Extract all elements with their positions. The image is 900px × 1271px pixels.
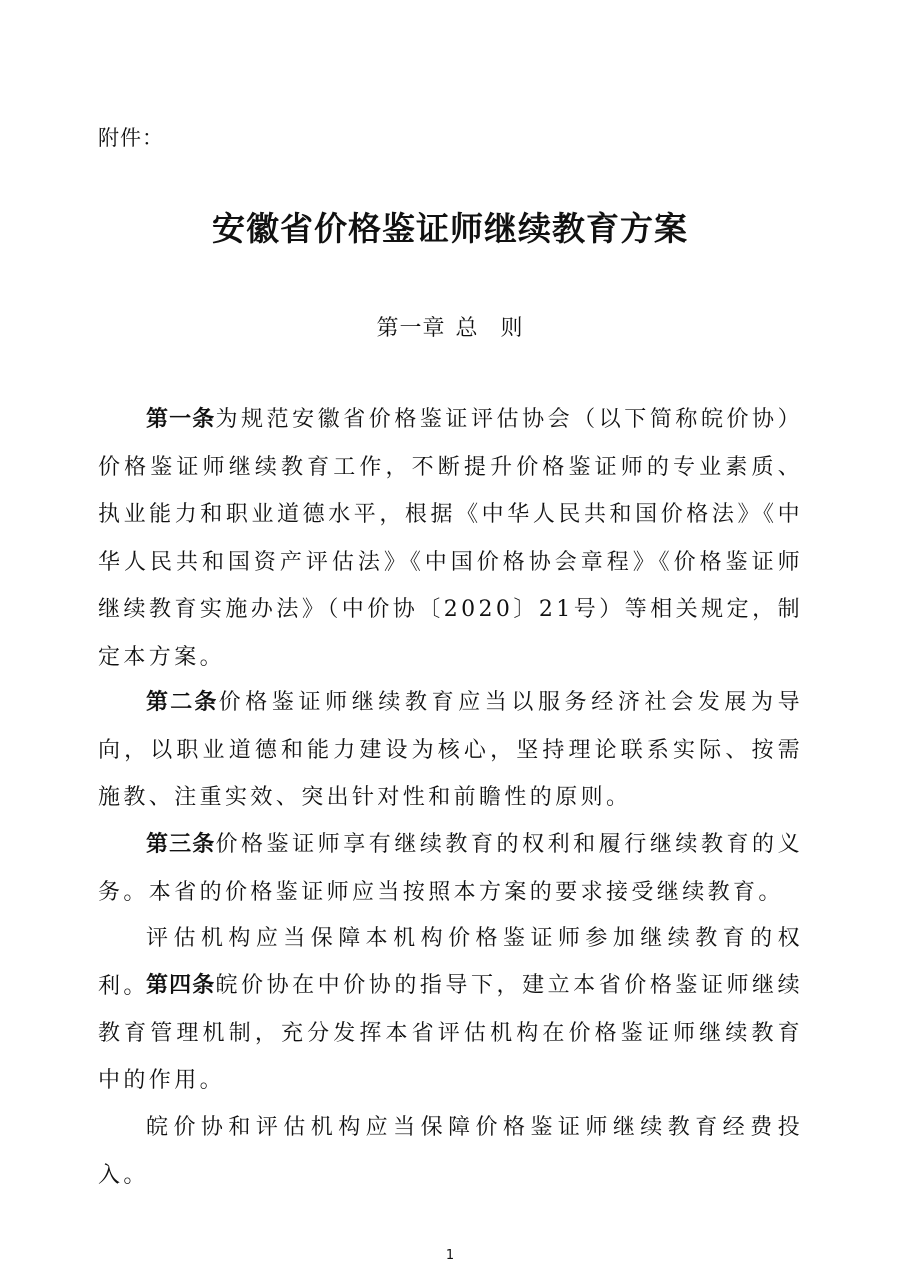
article-text: 价格鉴证师继续教育应当以服务经济社会发展为导向，以职业道德和能力建设为核心，坚持理论联系实际、按需施教、注重实效、突出针对性和前瞻性的原则。 [98, 690, 803, 810]
article-label: 第一条 [146, 407, 216, 432]
article-1 [98, 396, 803, 681]
chapter-word-2: 则 [500, 316, 524, 341]
article-text: 为规范安徽省价格鉴证评估协会（以下简称皖价协）价格鉴证师继续教育工作，不断提升价格鉴证师的专业素质、执业能力和职业道德水平，根据《中华人民共和国价格法》《中华人民共和国资产评估法》《中国价格协会章程》《价格鉴证师继续教育实施办法》（中价协〔2020〕21号）等相关规定，制定本方案。 [98, 407, 803, 670]
paragraph-text: 评估机构应当保障本机构价格鉴证师参加继续教育的权利。 [98, 926, 803, 999]
paragraph-text: 皖价协和评估机构应当保障价格鉴证师继续教育经费投入。 [98, 1115, 803, 1188]
article-text: 价格鉴证师享有继续教育的权利和履行继续教育的义务。本省的价格鉴证师应当按照本方案的要求接受继续教育。 [98, 832, 803, 905]
article-3 [98, 821, 803, 916]
page-number: 1 [445, 1248, 455, 1263]
article-2 [98, 679, 803, 822]
article-label: 第三条 [146, 832, 216, 857]
article-label: 第二条 [146, 690, 219, 715]
article-label: 第四条 [146, 973, 216, 998]
chapter-number: 第一章 [376, 316, 446, 341]
article-4-paragraph-2 [98, 1104, 803, 1199]
chapter-heading [0, 311, 900, 342]
attachment-label: 附件： [98, 126, 164, 150]
article-text: 皖价协在中价协的指导下，建立本省价格鉴证师继续教育管理机制，充分发挥本省评估机构在价格鉴证师继续教育中的作用。 [98, 973, 803, 1093]
chapter-word-1: 总 [455, 316, 479, 341]
document-title: 安徽省价格鉴证师继续教育方案 [212, 209, 688, 248]
article-4 [98, 962, 803, 1105]
